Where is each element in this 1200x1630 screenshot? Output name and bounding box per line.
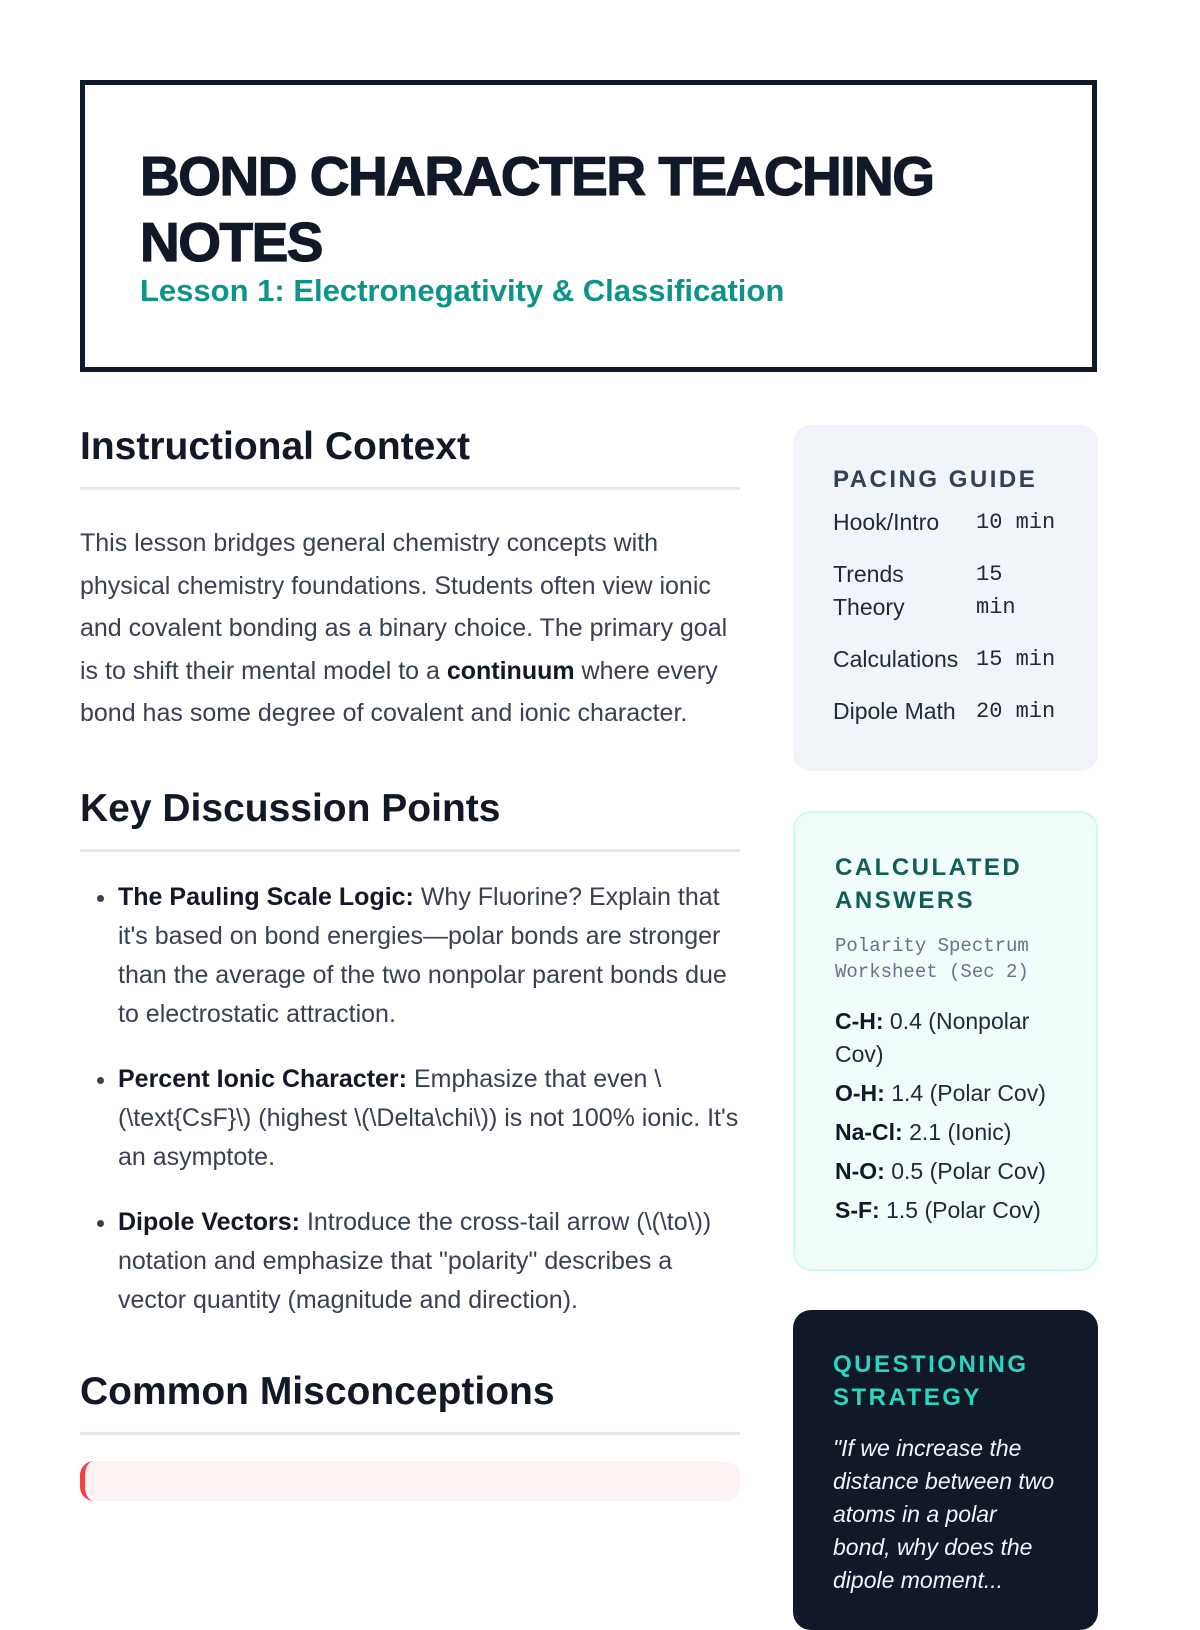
- answer-row: [835, 1005, 1056, 1071]
- card-heading: CALCULATED ANSWERS: [835, 854, 1023, 914]
- bond-value: 2.1 (Ionic): [902, 1119, 1012, 1145]
- item-text: Emphasize that even \(\text{CsF}\) (highest \(\Delta\chi\)) is not 100% ionic. It's an asymptote.: [118, 1064, 739, 1171]
- main-column: [80, 425, 740, 1501]
- misconceptions-section: [80, 1370, 740, 1501]
- list-item: [118, 1060, 740, 1177]
- worksheet-label: Polarity Spectrum Worksheet (Sec 2): [835, 935, 1029, 983]
- item-title: Percent Ionic Character:: [118, 1064, 407, 1093]
- bond-value: 1.4 (Polar Cov): [884, 1080, 1046, 1106]
- section-heading: Instructional Context: [80, 425, 740, 490]
- page-title: BOND CHARACTER TEACHING NOTES: [140, 145, 934, 273]
- pacing-duration: 15 min: [976, 562, 1016, 620]
- calculated-answers-card: [793, 811, 1098, 1271]
- pacing-duration: 20 min: [976, 699, 1056, 724]
- misconception-callout: [80, 1461, 740, 1501]
- context-text: where every bond has some degree of covalent and ionic character.: [80, 656, 718, 727]
- answer-row: [835, 1194, 1056, 1227]
- pacing-row: [833, 558, 1058, 624]
- list-item: [118, 1203, 740, 1320]
- section-heading: Common Misconceptions: [80, 1370, 740, 1435]
- card-heading: PACING GUIDE: [833, 466, 1038, 493]
- bond-value: 0.4 (Nonpolar Cov): [835, 1008, 1030, 1067]
- pacing-duration: 10 min: [976, 510, 1056, 535]
- bond-label: S-F:: [835, 1197, 880, 1223]
- bond-label: C-H:: [835, 1008, 884, 1034]
- card-heading: QUESTIONING STRATEGY: [833, 1351, 1029, 1411]
- list-item: [118, 878, 740, 1034]
- pacing-row: [833, 695, 1058, 728]
- strategy-quote: "If we increase the distance between two atoms in a polar bond, why does the dipole moment...: [833, 1435, 1055, 1593]
- bond-value: 1.5 (Polar Cov): [879, 1197, 1041, 1223]
- pacing-duration: 15 min: [976, 647, 1056, 672]
- lesson-subtitle: Lesson 1: Electronegativity & Classification: [140, 273, 785, 308]
- discussion-list: [80, 878, 740, 1320]
- instructional-context-section: [80, 425, 740, 735]
- discussion-section: [80, 787, 740, 1320]
- item-text: Why Fluorine? Explain that it's based on bond energies—polar bonds are stronger than the average of the two nonpolar parent bonds due to electrostatic attraction.: [118, 882, 727, 1028]
- item-title: Dipole Vectors:: [118, 1207, 300, 1236]
- pacing-label: Calculations: [833, 646, 959, 672]
- item-title: The Pauling Scale Logic:: [118, 882, 414, 911]
- answer-row: [835, 1116, 1056, 1149]
- bond-label: N-O:: [835, 1158, 885, 1184]
- context-text: This lesson bridges general chemistry concepts with physical chemistry foundations. Students often view ionic and covalent bonding as a binary choice. The primary goal is to shift their mental model to a: [80, 529, 728, 685]
- pacing-row: [833, 506, 1058, 539]
- answer-row: [835, 1077, 1056, 1110]
- bond-label: O-H:: [835, 1080, 885, 1106]
- section-heading: Key Discussion Points: [80, 787, 740, 852]
- item-text: Introduce the cross-tail arrow (\(\to\)) notation and emphasize that "polarity" describes a vector quantity (magnitude and direction).: [118, 1207, 712, 1314]
- bond-value: 0.5 (Polar Cov): [884, 1158, 1046, 1184]
- questioning-strategy-card: [793, 1310, 1098, 1630]
- bond-label: Na-Cl:: [835, 1119, 903, 1145]
- pacing-guide-card: [793, 425, 1098, 771]
- pacing-label: Hook/Intro: [833, 509, 940, 535]
- pacing-label: Trends Theory: [833, 561, 905, 620]
- pacing-row: [833, 643, 1058, 676]
- answer-row: [835, 1155, 1056, 1188]
- context-emphasis: continuum: [446, 656, 575, 685]
- lesson-header: [80, 80, 1097, 372]
- context-paragraph: [80, 522, 740, 735]
- pacing-label: Dipole Math: [833, 698, 956, 724]
